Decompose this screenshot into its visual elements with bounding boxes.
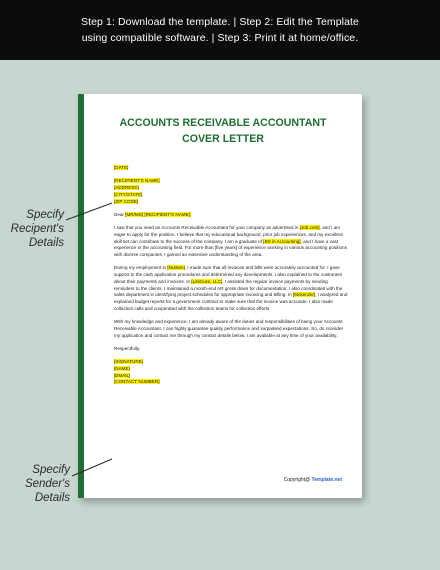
banner-line-1: Step 1: Download the template. | Step 2: Edit the Template (81, 16, 359, 28)
sender-arrow (72, 459, 112, 476)
sender-contact-placeholder: [CONTACT NUMBER] (114, 379, 160, 385)
recipient-city-placeholder: [CITY/STATE] (114, 191, 143, 197)
salutation-placeholder: [MR/MS] [RECIPIENT'S NAME], (125, 211, 192, 217)
recipient-address-placeholder: [ADDRESS] (114, 185, 139, 191)
closing: Respectfully, (114, 345, 140, 351)
recipient-zip-placeholder: [ZIP CODE] (114, 198, 139, 204)
salutation: Dear [MR/MS] [RECIPIENT'S NAME], (114, 211, 192, 217)
date-placeholder: [DATE] (114, 165, 129, 170)
recipient-name-placeholder: [RECIPIENT'S NAME] (114, 178, 160, 184)
template-net-link[interactable]: Template.net (311, 477, 342, 483)
title-line-1: ACCOUNTS RECEIVABLE ACCOUNTANT (119, 117, 327, 129)
title-line-2: COVER LETTER (182, 133, 264, 145)
degree-placeholder: [BS in Accounting] (263, 238, 301, 244)
sender-email-placeholder: [EMAIL] (114, 372, 131, 378)
paragraph-2: During my employment in [Nutrien], I made sure that all invoices and bills were accurately accounted for. I gave support to the cash application procedures and determined any developments. I also explained to the customers about their payments and invoices. In [LiteCure, LLC], I assisted the regular invoice payments by sending reminders to the clients. I maintained a month-end AR gross down for documentation. I also coordinated with the sales department in identifying project schedules for appropriate invoicing and billing. In [Mckenzie], I analyzed and explained budget reports for a government contract to make sure that the invoice was accurate. I also made collection calls and cooperated with the collection teams for collection efforts. (114, 265, 348, 311)
paragraph-1: I saw that you need an Accounts Receivable Accountant for your company as advertised in [Job.com], and I am eager to apply for the position. I believe that my educational background, prior job experiences, and my excellent skill set can contribute to the success of the company. I am a graduate of [BS in Accounting], and I have a vast experience in the accounting field. For more than [five years] of experience working in various accounting positions with diverse companies, I gained an extensive understanding of the area. (114, 225, 347, 258)
employer-2-placeholder: [LiteCure, LLC] (191, 278, 223, 284)
sender-details-note: Specify Sender's Details (24, 464, 70, 504)
employer-3-placeholder: [Mckenzie] (293, 292, 315, 298)
employer-1-placeholder: [Nutrien] (167, 265, 185, 271)
signature-placeholder: [SIGNATURE] (114, 359, 144, 365)
recipient-details-note: Specify Recipent's Details (10, 209, 64, 249)
recipient-arrow (66, 203, 112, 220)
sender-name-placeholder: [NAME] (114, 365, 130, 371)
job-site-placeholder: [Job.com] (299, 225, 320, 231)
paragraph-3: With my knowledge and experience, I am already aware of the duties and responsibilities of being your Accounts Receivable Accountant. I can highly guarantee quality performance and surpassed expectations. So, do consider my application and contact me through my contact details below. I am available at any time of your availability. (114, 319, 344, 338)
copyright-footer: Copyright@ Template.net (283, 477, 342, 483)
banner-line-2: using compatible software. | Step 3: Print it at home/office. (81, 32, 359, 44)
